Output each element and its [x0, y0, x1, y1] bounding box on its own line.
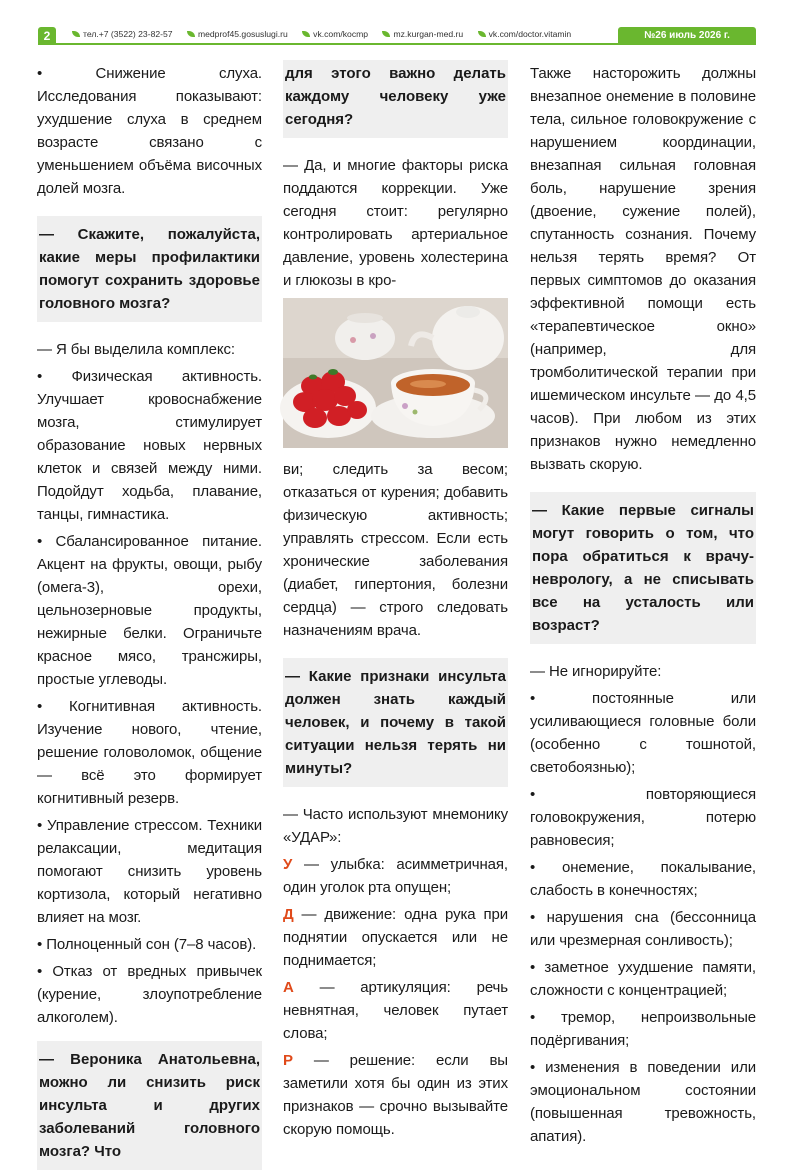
photo-strawberries-tea [283, 298, 508, 448]
list-item: • повторяющиеся головокружения, потерю равновесия; [530, 786, 756, 849]
paragraph-intro: — Я бы выделила комплекс: [37, 341, 235, 358]
issue-badge: №26 июль 2026 г. [618, 27, 756, 45]
udar-letter: Р [283, 1052, 293, 1069]
question-stroke: — Какие признаки инсульта должен знать каждый человек, и почему в такой ситуации нельзя терять ни минуты? [283, 658, 508, 787]
contact-kurgan-med: mz.kurgan-med.ru [382, 29, 463, 39]
column-1 [37, 62, 262, 1170]
udar-item-u: У — улыбка: асимметричная, один уголок рта опущен; [283, 856, 508, 896]
question-risk: — Вероника Анатольевна, можно ли снизить риск инсульта и других заболеваний головного мозга? Что [37, 1041, 262, 1170]
contacts-line [72, 29, 583, 39]
leaf-icon [302, 31, 310, 37]
page-header [38, 27, 756, 45]
contact-phone: тел.+7 (3522) 23-82-57 [72, 29, 173, 39]
column-3 [530, 62, 756, 1148]
paragraph-diet: • Сбалансированное питание. Акцент на фрукты, овощи, рыбу (омега-3), орехи, цельнозерновые продукты, нежирные белки. Ограничьте красное мясо, трансжиры, простые углеводы. [37, 533, 262, 688]
udar-letter: Д [283, 906, 294, 923]
question-risk-continued: для этого важно делать каждому человеку уже сегодня? [283, 60, 508, 138]
udar-letter: У [283, 856, 293, 873]
leaf-icon [478, 31, 486, 37]
tea-still-life [283, 298, 508, 448]
udar-letter: А [283, 979, 294, 996]
paragraph-mnemonic: — Часто используют мнемонику «УДАР»: [283, 806, 508, 846]
list-item: • тремор, непроизвольные подёргивания; [530, 1009, 756, 1049]
contact-vk-doctor: vk.com/doctor.vitamin [478, 29, 572, 39]
paragraph-factors-continued: ви; следить за весом; отказаться от курения; добавить физическую активность; управлять стрессом. Если есть хронические заболевания (диабет, гипертония, болезни сердца) — строго следовать назначениям врача. [283, 461, 508, 639]
paragraph-physical: • Физическая активность. Улучшает кровоснабжение мозга, стимулирует образование новых нервных клеток и связей между ними. Подойдут ходьба, плавание, танцы, гимнастика. [37, 368, 262, 523]
page-number: 2 [38, 27, 56, 45]
udar-item-d: Д — движение: одна рука при поднятии опускается или не поднимается; [283, 906, 508, 969]
leaf-icon [72, 31, 80, 37]
list-item: • онемение, покалывание, слабость в конечностях; [530, 859, 756, 899]
udar-item-a: А — артикуляция: речь невнятная, человек путает слова; [283, 979, 508, 1042]
list-item: • заметное ухудшение памяти, сложности с концентрацией; [530, 959, 756, 999]
paragraph-alarm-signs: Также насторожить должны внезапное онемение в половине тела, сильное головокружение с нарушением координации, внезапная сильная головная боль, нарушение зрения (двоение, сужение полей), спутанность сознания. Почему нельзя терять время? От первых симптомов до оказания эффективной помощи есть «терапевтическое окно» (например, для тромболитической терапии при ишемическом инсульте — до 4,5 часов). При любом из этих признаков нужно немедленно вызвать скорую. [530, 65, 756, 473]
paragraph-sleep: • Полноценный сон (7–8 часов). [37, 936, 257, 953]
leaf-icon [382, 31, 390, 37]
paragraph-habits: • Отказ от вредных привычек (курение, злоупотребление алкоголем). [37, 963, 262, 1026]
paragraph-hearing: • Снижение слуха. Исследования показывают: ухудшение слуха в среднем возрасте связано с уменьшением объёма височных долей мозга. [37, 65, 262, 197]
paragraph-stress: • Управление стрессом. Техники релаксации, медитация помогают снизить уровень кортизола, который негативно влияет на мозг. [37, 817, 262, 926]
column-2 [283, 60, 508, 1141]
udar-item-r: Р — решение: если вы заметили хотя бы один из этих признаков — срочно вызывайте скорую помощь. [283, 1052, 508, 1138]
contact-vk-kocmp: vk.com/kocmp [302, 29, 368, 39]
list-item: • изменения в поведении или эмоциональном состоянии (повышенная тревожность, апатия). [530, 1059, 756, 1145]
paragraph-factors: — Да, и многие факторы риска поддаются коррекции. Уже сегодня стоит: регулярно контролировать артериальное давление, уровень холестерина и глюкозы в кро- [283, 157, 508, 289]
paragraph-cognitive: • Когнитивная активность. Изучение нового, чтение, решение головоломок, общение — всё это формирует когнитивный резерв. [37, 698, 262, 807]
question-prevention: — Скажите, пожалуйста, какие меры профилактики помогут сохранить здоровье головного мозга? [37, 216, 262, 322]
list-item: • нарушения сна (бессонница или чрезмерная сонливость); [530, 909, 756, 949]
contact-gosuslugi: medprof45.gosuslugi.ru [187, 29, 288, 39]
paragraph-ignore: — Не игнорируйте: [530, 663, 662, 680]
question-signals: — Какие первые сигналы могут говорить о том, что пора обратиться к врачу-неврологу, а не списывать все на усталость или возраст? [530, 492, 756, 644]
leaf-icon [187, 31, 195, 37]
list-item: • постоянные или усиливающиеся головные боли (особенно с тошнотой, светобоязнью); [530, 690, 756, 776]
